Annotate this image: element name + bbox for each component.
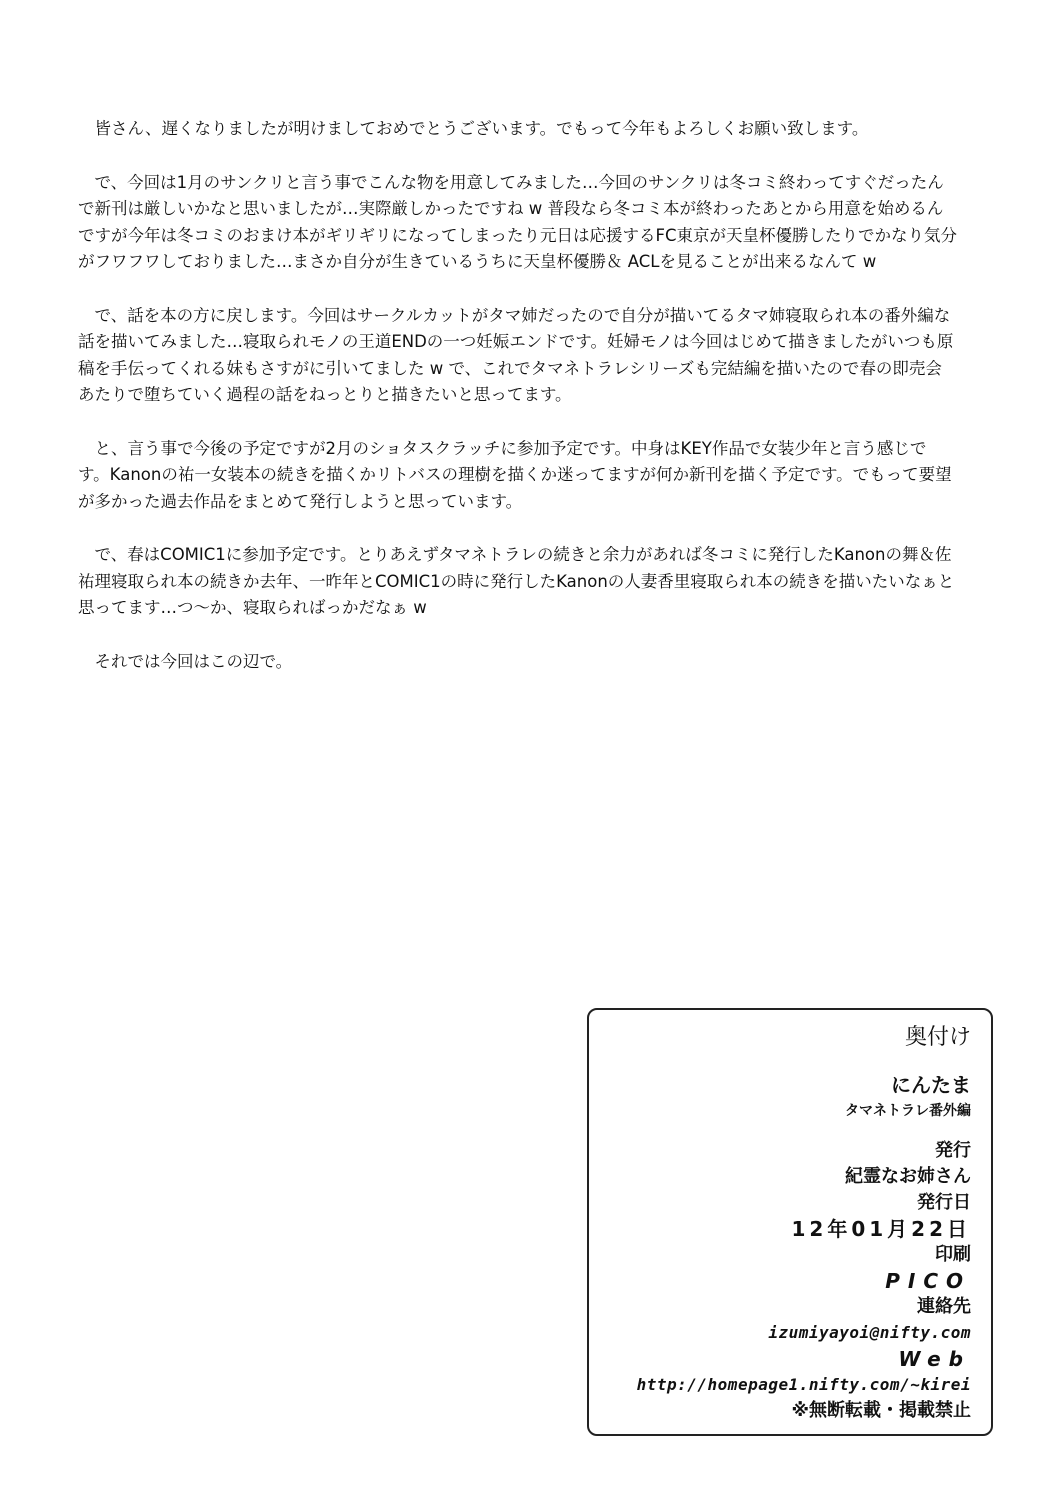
printer-label: 印刷 <box>935 1244 971 1265</box>
afterword-paragraph-3: で、話を本の方に戻します。今回はサークルカットがタマ姉だったので自分が描いてるタマ姉寝取られ本の番外編な話を描いてみました…寝取られモノの王道ENDの一つ妊娠エンドです。妊婦モノは今回はじめて描きましたがいつも原稿を手伝ってくれる妹もさすがに引いてました w で、これでタマネトラレシリーズも完結編を描いたので春の即売会あたりで堕ちていく過程の話をねっとりと描きたいと思ってます。 <box>78 305 954 404</box>
book-title: にんたま <box>891 1073 971 1097</box>
contact-label: 連絡先 <box>917 1296 971 1317</box>
colophon-heading: 奥付け <box>904 1025 971 1050</box>
publisher-label: 発行 <box>935 1140 971 1161</box>
publisher-name: 紀霊なお姉さん <box>845 1166 971 1187</box>
afterword-paragraph-4: と、言う事で今後の予定ですが2月のショタスクラッチに参加予定です。中身はKEY作品で女装少年と言う感じです。Kanonの祐一女装本の続きを描くかリトバスの理樹を描くか迷ってますが何か新刊を描く予定です。でもって要望が多かった過去作品をまとめて発行しようと思っています。 <box>78 438 952 511</box>
copyright-notice: ※無断転載・掲載禁止 <box>791 1400 971 1421</box>
contact-email[interactable]: izumiyayoi@nifty.com <box>768 1323 971 1342</box>
afterword-text <box>78 116 958 702</box>
afterword-paragraph-5: で、春はCOMIC1に参加予定です。とりあえずタマネトラレの続きと余力があれば冬コミに発行したKanonの舞＆佐祐理寝取られ本の続きか去年、一昨年とCOMIC1の時に発行したKanonの人妻香里寝取られ本の続きを描いたいなぁと思ってます…つ～か、寝取らればっかだなぁ w <box>78 545 955 617</box>
web-label: Web <box>898 1347 971 1371</box>
afterword-paragraph-6: それでは今回はこの辺で。 <box>94 651 293 671</box>
afterword-paragraph-2: で、今回は1月のサンクリと言う事でこんな物を用意してみました…今回のサンクリは冬コミ終わってすぐだったんで新刊は厳しいかなと思いましたが…実際厳しかったですね w 普段なら冬コミ本が終わったあとから用意を始めるんですが今年は冬コミのおまけ本がギリギリになってしまったり元日は応援するFC東京が天皇杯優勝したりでかなり気分がフワフワしておりました…まさか自分が生きているうちに天皇杯優勝＆ ACLを見ることが出来るなんて w <box>78 172 958 271</box>
web-url[interactable]: http://homepage1.nifty.com/~kirei <box>636 1375 971 1394</box>
afterword-paragraph-1: 皆さん、遅くなりましたが明けましておめでとうございます。でもって今年もよろしくお願い致します。 <box>94 119 869 138</box>
publish-date-label: 発行日 <box>917 1192 971 1213</box>
publish-date: 12年01月22日 <box>791 1217 971 1241</box>
book-subtitle: タマネトラレ番外編 <box>845 1103 971 1119</box>
colophon-content <box>637 1018 971 1424</box>
printer-name: PICO <box>885 1269 971 1293</box>
colophon-box <box>587 1008 993 1436</box>
